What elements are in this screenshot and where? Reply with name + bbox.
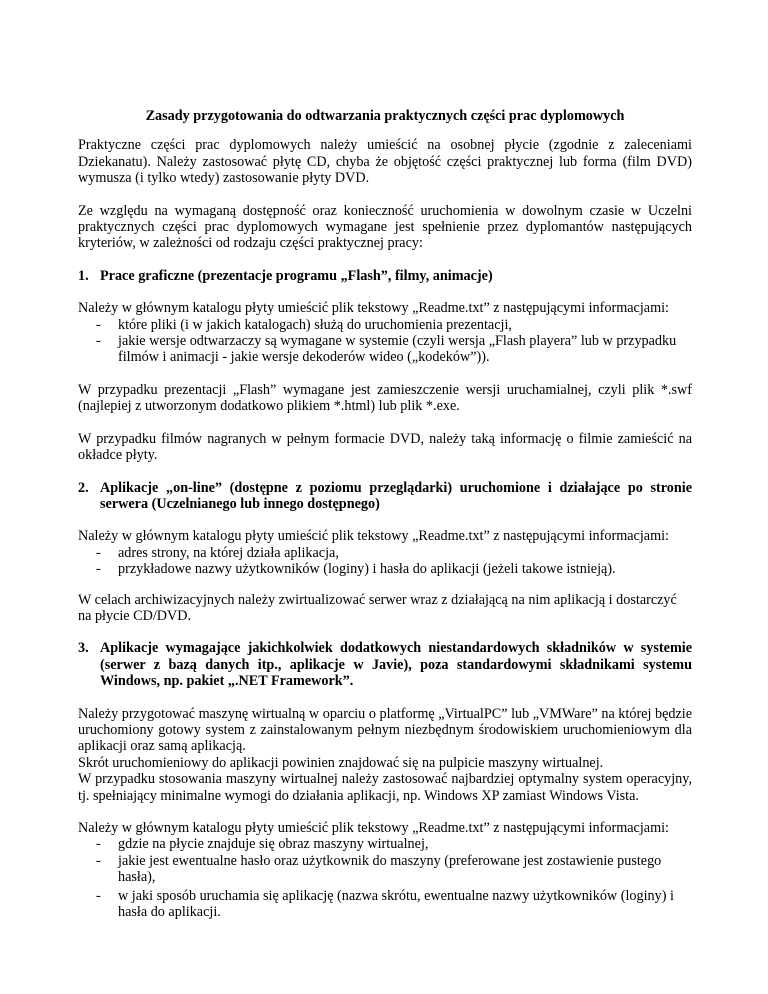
section-1-heading: 1. Prace graficzne (prezentacje programu „Flash”, filmy, animacje) [78,267,493,284]
section-2-heading: 2. Aplikacje „on-line” (dostępne z poziomu przeglądarki) uruchomione i działające po stronie serwera (Uczelnianego lub innego dostępnego) [78,479,692,512]
section-3-readme: Należy w głównym katalogu płyty umieścić plik tekstowy „Readme.txt” z następującymi informacjami: [78,820,669,836]
list-item: - jakie jest ewentualne hasło oraz użytkownik do maszyny (preferowane jest zostawienie pustego hasła), [96,852,662,886]
section-3-paragraph-1: Należy przygotować maszynę wirtualną w oparciu o platformę „VirtualPC” lub „VMWare” na której będzie uruchomiony gotowy system z zainstalowanym pełnym niezbędnym środowiskiem uruchomieniowym dla aplikacji oraz samą aplikacją. [78,705,692,755]
section-1-list [78,317,692,366]
intro-paragraph-1: Praktyczne części prac dyplomowych należy umieścić na osobnej płycie (zgodnie z zaleceniami Dziekanatu). Należy zastosować płytę CD, chyba że objętość części praktycznej lub forma (film DVD) wymusza (i tylko wtedy) zastosowanie płyty DVD. [78,137,692,187]
list-item: - gdzie na płycie znajduje się obraz maszyny wirtualnej, [96,836,429,853]
list-item: - przykładowe nazwy użytkowników (loginy) i hasła do aplikacji (jeżeli takowe istnieją). [96,561,616,578]
list-item: - które pliki (i w jakich katalogach) służą do uruchomienia prezentacji, [96,316,512,333]
section-2-list [78,545,692,578]
document-page [78,108,692,920]
section-1-paragraph-1: W przypadku prezentacji „Flash” wymagane jest zamieszczenie wersji uruchamialnej, czyli plik *.swf (najlepiej z utworzonym dodatkowo plikiem *.html) lub plik *.exe. [78,381,692,415]
section-3-heading: 3. Aplikacje wymagające jakichkolwiek dodatkowych niestandardowych składników w systemie (serwer z bazą danych itp., aplikacje w Javie), poza standardowymi składnikami systemu Windows, np. pakiet „.NET Framework”. [78,640,692,690]
section-1-paragraph-2: W przypadku filmów nagranych w pełnym formacie DVD, należy taką informację o filmie zamieścić na okładce płyty. [78,430,692,464]
intro-paragraph-2: Ze względu na wymaganą dostępność oraz konieczność uruchomienia w dowolnym czasie w Uczelni praktycznych części prac dyplomowych wymagane jest spełnienie przez dyplomantów następujących kryteriów, w zależności od rodzaju części praktycznej pracy: [78,202,692,252]
section-2-readme: Należy w głównym katalogu płyty umieścić plik tekstowy „Readme.txt” z następującymi informacjami: [78,528,669,545]
list-item: - jakie wersje odtwarzaczy są wymagane w systemie (czyli wersja „Flash playera” lub w przypadku filmów i animacji - jakie wersje dekoderów wideo („kodeków”)). [96,333,677,366]
list-item: - adres strony, na której działa aplikacja, [96,544,339,561]
section-3-list [78,836,692,920]
section-2-paragraph-1: W celach archiwizacyjnych należy zwirtualizować serwer wraz z działającą na nim aplikacją i dostarczyć na płycie CD/DVD. [78,591,677,624]
section-3-paragraph-2: Skrót uruchomieniowy do aplikacji powinien znajdować się na pulpicie maszyny wirtualnej. [78,754,604,771]
section-3-paragraph-3: W przypadku stosowania maszyny wirtualnej należy zastosować najbardziej optymalny system operacyjny, tj. spełniający minimalne wymogi do działania aplikacji, np. Windows XP zamiast Windows Vista. [78,771,692,804]
section-1-readme: Należy w głównym katalogu płyty umieścić plik tekstowy „Readme.txt” z następującymi informacjami: [78,300,669,317]
document-title: Zasady przygotowania do odtwarzania praktycznych części prac dyplomowych [145,108,625,124]
list-item: - w jaki sposób uruchamia się aplikację (nazwa skrótu, ewentualne nazwy użytkowników (loginy) i hasła do aplikacji. [96,887,674,921]
